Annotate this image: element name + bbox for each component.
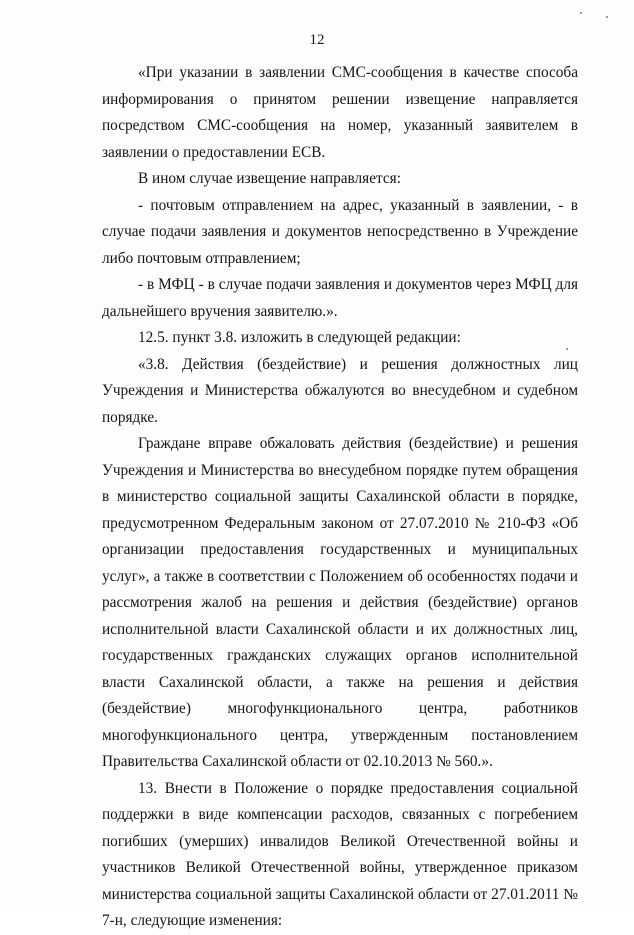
document-body <box>102 60 578 935</box>
page-number: 12 <box>309 32 325 48</box>
paragraph-otherwise-notice: В ином случае извещение направляется: <box>138 170 401 187</box>
paragraph-item-12-5: 12.5. пункт 3.8. изложить в следующей редакции: <box>138 329 461 346</box>
paragraph-postal-delivery: - почтовым отправлением на адрес, указанный в заявлении, - в случае подачи заявления и документов непосредственно в Учреждение либо почтовым отправлением; <box>102 196 578 267</box>
paragraph-sms-notification: «При указании в заявлении СМС-сообщения в качестве способа информирования о принятом решении извещение направляется посредством СМС-сообщения на номер, указанный заявителем в заявлении о предоставлении ЕСВ. <box>102 64 578 161</box>
paragraph-item-3-8: «3.8. Действия (бездействие) и решения должностных лиц Учреждения и Министерства обжалуются во внесудебном и судебном порядке. <box>102 355 578 426</box>
paragraph-item-13: 13. Внести в Положение о порядке предоставления социальной поддержки в виде компенсации расходов, связанных с погребением погибших (умерших) инвалидов Великой Отечественной войны и участников Великой Отечественной войны, утвержденное приказом министерства социальной защиты Сахалинской области от 27.01.2011 № 7-н, следующие изменения: <box>102 779 578 929</box>
scan-speck <box>580 12 582 14</box>
paragraph-appeal-rights: Граждане вправе обжаловать действия (бездействие) и решения Учреждения и Министерства во внесудебном порядке путем обращения в министерство социальной защиты Сахалинской области в порядке, предусмотренном Федеральным законом от 27.07.2010 № 210-ФЗ «Об организации предоставления государственных и муниципальных услуг», а также в соответствии с Положением об особенностях подачи и рассмотрения жалоб на решения и действия (бездействие) органов исполнительной власти Сахалинской области и их должностных лиц, государственных гражданских служащих органов исполнительной власти Сахалинской области, а также на решения и действия (бездействие) многофункционального центра, работников многофункционального центра, утвержденным постановлением Правительства Сахалинской области от 02.10.2013 № 560.». <box>102 435 578 770</box>
scan-speck <box>606 16 608 18</box>
paragraph-mfc-delivery: - в МФЦ - в случае подачи заявления и документов через МФЦ для дальнейшего вручения заявителю.». <box>102 276 578 320</box>
scan-speck <box>566 348 568 350</box>
